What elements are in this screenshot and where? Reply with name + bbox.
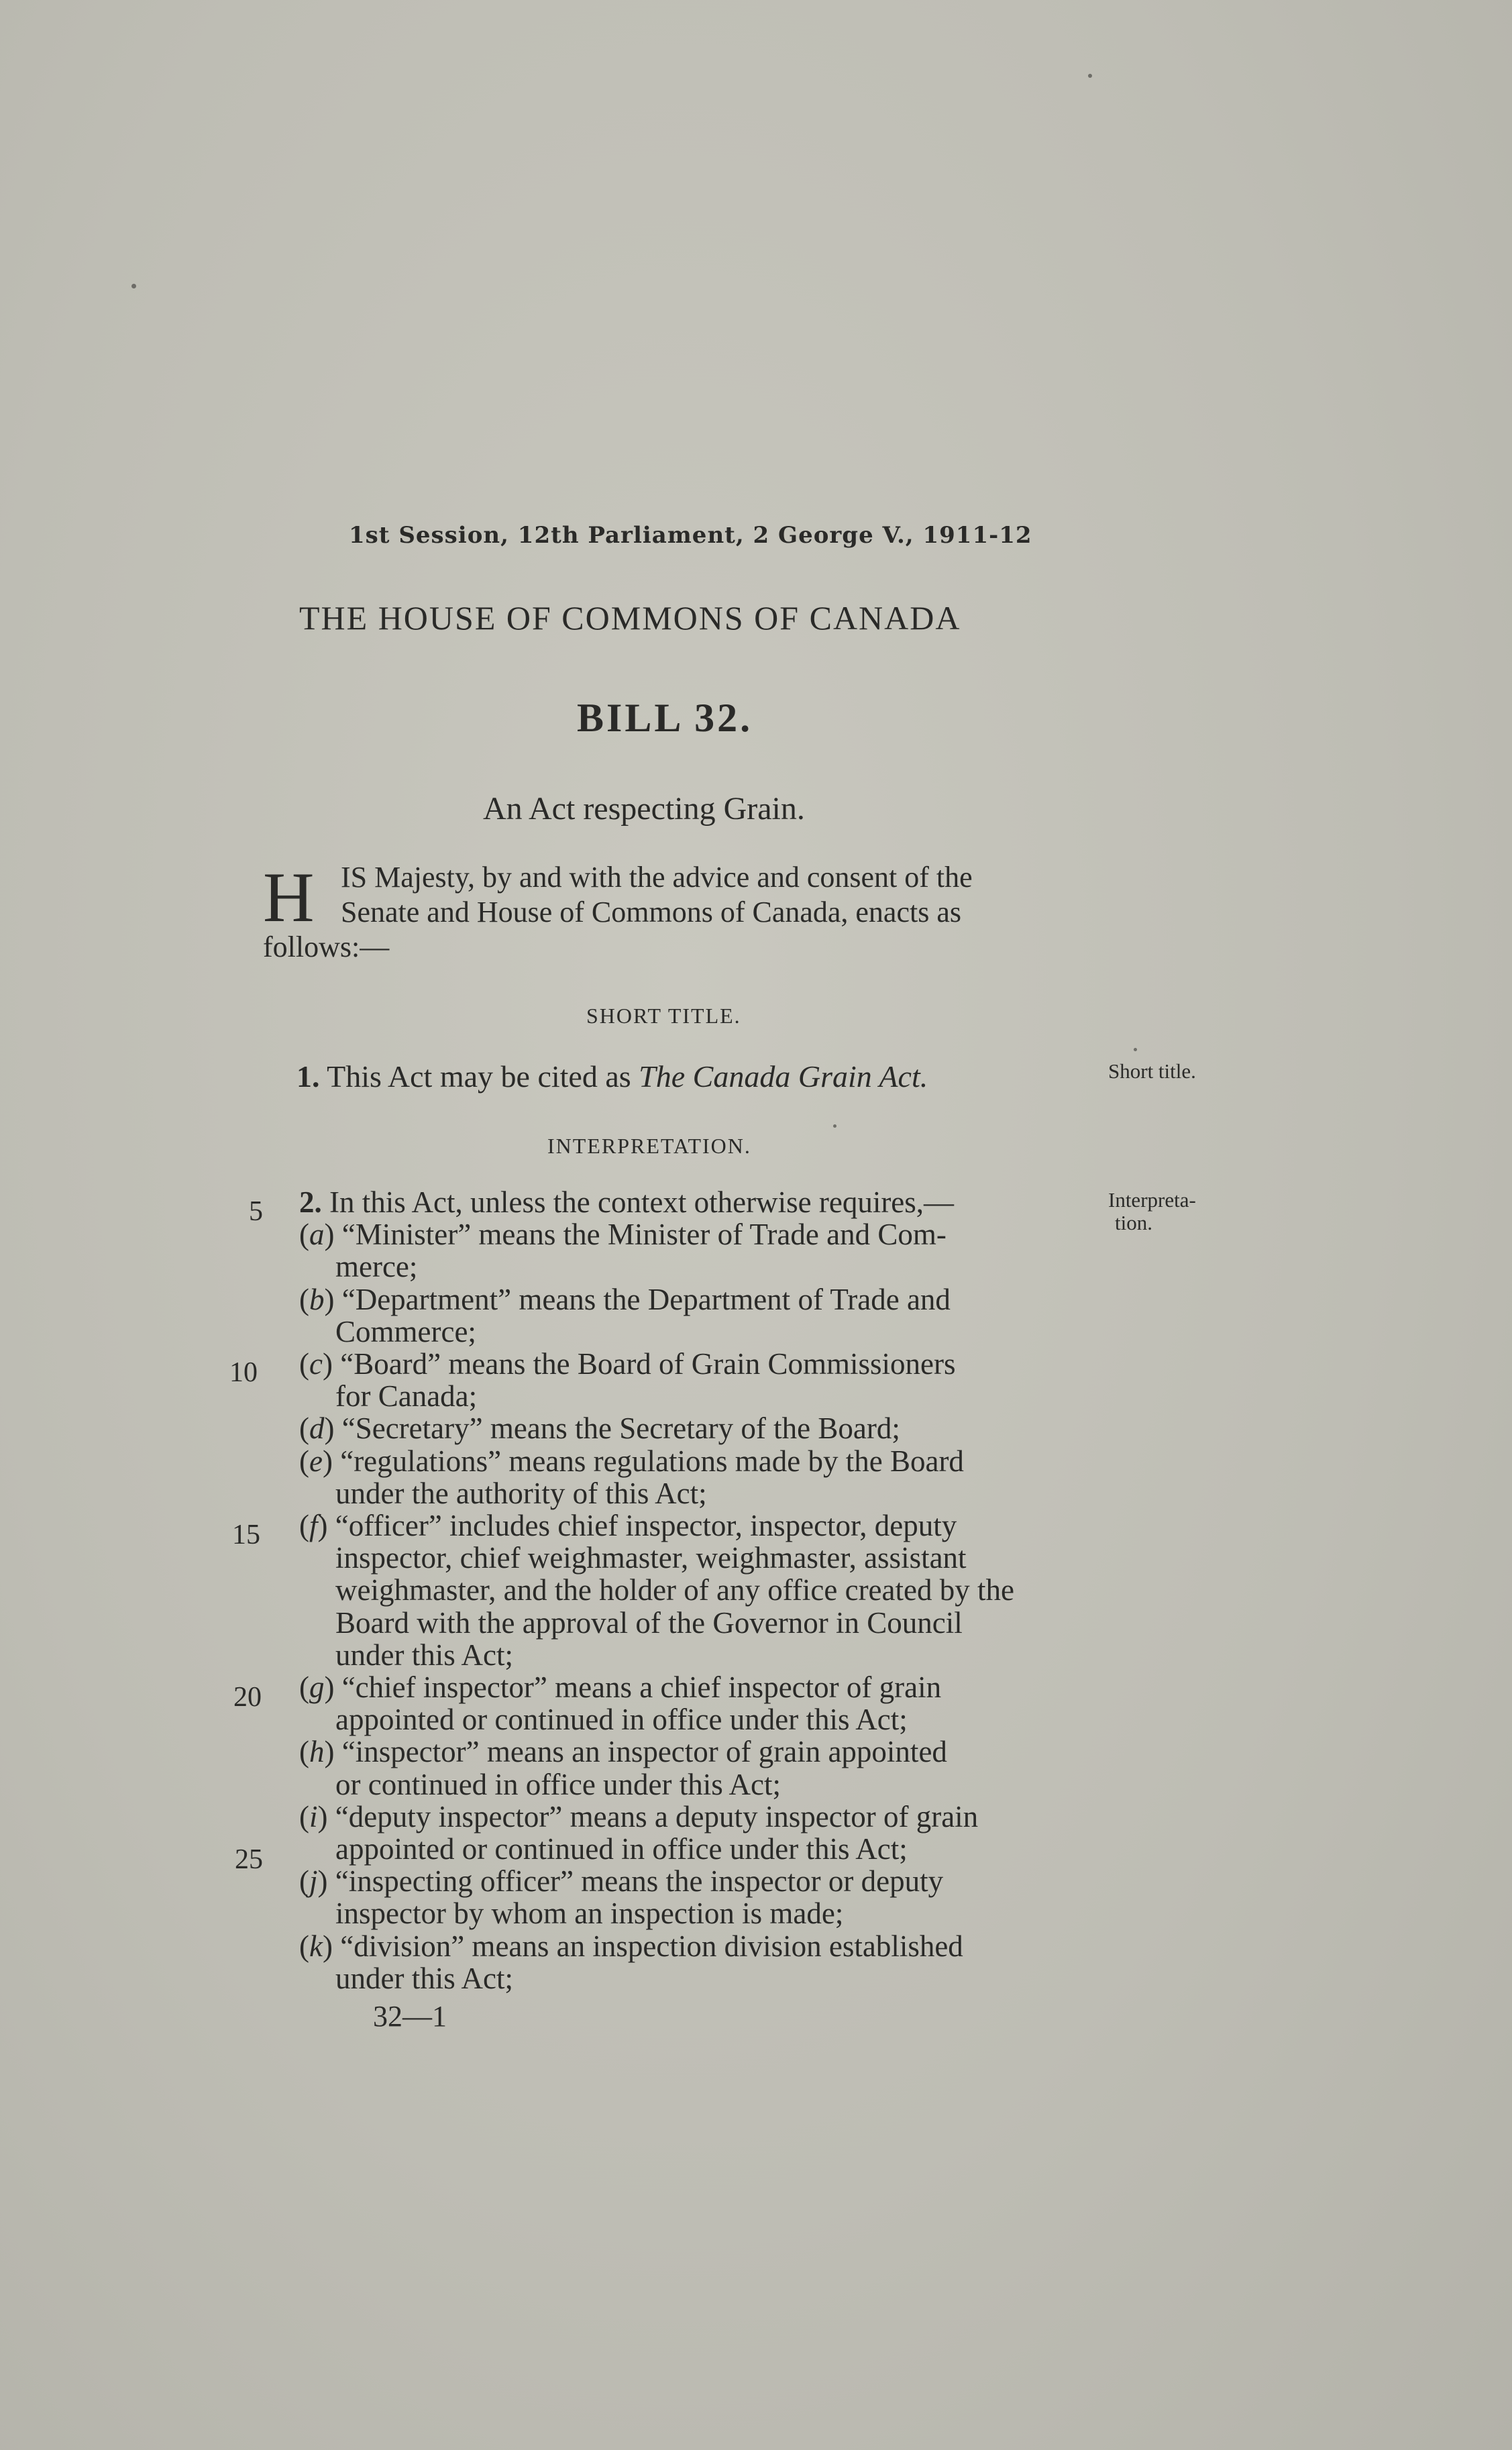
session-line: 1st Session, 12th Parliament, 2 George V., 1911-12 (349, 522, 1032, 549)
section-2-line (299, 1930, 1115, 1962)
page-footer: 32—1 (373, 2000, 447, 2033)
line-text: ) “chief inspector” means a chief inspector of grain (324, 1670, 942, 1705)
margin-note-line: tion. (1115, 1211, 1152, 1234)
section-number: 1. (296, 1059, 320, 1094)
paren: ( (299, 1282, 309, 1316)
section-1 (296, 1059, 928, 1094)
clause-letter: h (309, 1735, 325, 1769)
section-2-line: Board with the approval of the Governor in Council (335, 1605, 963, 1640)
clause-letter: g (309, 1670, 325, 1705)
paren: ( (299, 1218, 309, 1252)
paren: ( (299, 1670, 309, 1705)
line-number: 25 (235, 1844, 263, 1875)
line-number: 15 (232, 1520, 260, 1550)
section-2-line (299, 1671, 1115, 1703)
act-short-title: The Canada Grain Act. (639, 1059, 928, 1094)
preamble (263, 860, 973, 965)
section-2-line: inspector by whom an inspection is made; (335, 1897, 844, 1931)
section-2-line: appointed or continued in office under this Act; (335, 1703, 908, 1737)
clause-letter: k (309, 1929, 323, 1963)
clause-letter: f (309, 1509, 318, 1543)
clause-letter: c (309, 1347, 323, 1381)
line-text: ) “inspecting officer” means the inspector or deputy (317, 1864, 944, 1899)
line-text: ) “Minister” means the Minister of Trade and Com- (324, 1218, 947, 1252)
section-2-line: appointed or continued in office under this Act; (335, 1832, 908, 1866)
section-2-line (299, 1348, 1115, 1380)
section-2-line: merce; (335, 1250, 418, 1284)
section-2-line (299, 1445, 1115, 1477)
section-2-line: for Canada; (335, 1379, 478, 1414)
line-text: ) “Board” means the Board of Grain Commissioners (322, 1347, 956, 1381)
clause-letter: i (309, 1799, 318, 1833)
section-2-body (299, 1186, 1115, 1994)
margin-note-line: Interpreta- (1108, 1188, 1196, 1212)
section-2-line: Commerce; (335, 1314, 476, 1348)
paren: ( (299, 1735, 309, 1769)
section-2-line: inspector, chief weighmaster, weighmaster, assistant (335, 1541, 967, 1575)
line-text: ) “inspector” means an inspector of grain appointed (324, 1735, 947, 1769)
paren: ( (299, 1929, 309, 1963)
speck (833, 1124, 836, 1128)
preamble-line: IS Majesty, by and with the advice and consent of the (341, 861, 973, 894)
section-2-line: under this Act; (335, 1961, 513, 1995)
house-title: THE HOUSE OF COMMONS OF CANADA (299, 599, 961, 637)
clause-letter: j (309, 1864, 318, 1899)
speck (1134, 1048, 1137, 1051)
section-2-line (299, 1218, 1115, 1250)
section-2-line (299, 1186, 1115, 1218)
drop-cap: H (263, 858, 315, 937)
line-text: ) “regulations” means regulations made by the Board (322, 1444, 964, 1478)
paren: ( (299, 1444, 309, 1478)
section-2-line: weighmaster, and the holder of any office created by the (335, 1573, 1014, 1607)
section-2-line (299, 1801, 1115, 1833)
section-2-line (299, 1412, 1115, 1444)
section-2-line (299, 1736, 1115, 1768)
line-text: ) “division” means an inspection division established (322, 1929, 963, 1963)
clause-letter: e (309, 1444, 323, 1478)
heading-short-title: SHORT TITLE. (586, 1004, 741, 1028)
clause-letter: b (309, 1282, 325, 1316)
section-2-line (299, 1283, 1115, 1316)
paren: ( (299, 1412, 309, 1446)
section-text: This Act may be cited as (327, 1059, 639, 1094)
section-2-line: or continued in office under this Act; (335, 1767, 781, 1801)
paren: ( (299, 1509, 309, 1543)
section-2-line (299, 1509, 1115, 1542)
paren: ( (299, 1347, 309, 1381)
line-text: ) “officer” includes chief inspector, inspector, deputy (317, 1509, 957, 1543)
margin-note-interpretation (1108, 1189, 1196, 1234)
bill-number: BILL 32. (577, 696, 753, 740)
line-text: ) “Department” means the Department of Trade and (324, 1282, 951, 1316)
speck (1088, 74, 1092, 78)
clause-letter: d (309, 1412, 325, 1446)
section-2-line: under the authority of this Act; (335, 1476, 707, 1510)
section-2-line: under this Act; (335, 1638, 513, 1672)
line-number: 20 (233, 1682, 262, 1713)
line-text: ) “deputy inspector” means a deputy inspector of grain (317, 1799, 979, 1833)
line-number: 10 (229, 1357, 258, 1388)
preamble-line: follows:— (263, 930, 390, 963)
paren: ( (299, 1799, 309, 1833)
speck (131, 284, 136, 288)
line-text: ) “Secretary” means the Secretary of the Board; (324, 1412, 900, 1446)
section-number: 2. (299, 1185, 322, 1219)
paren: ( (299, 1864, 309, 1899)
heading-interpretation: INTERPRETATION. (547, 1134, 751, 1158)
act-title: An Act respecting Grain. (483, 791, 805, 827)
line-text: In this Act, unless the context otherwise requires,— (321, 1185, 955, 1219)
preamble-line: Senate and House of Commons of Canada, enacts as (341, 896, 961, 928)
line-number: 5 (249, 1196, 263, 1227)
margin-note-short-title: Short title. (1108, 1059, 1196, 1083)
clause-letter: a (309, 1218, 325, 1252)
section-2-line (299, 1865, 1115, 1897)
